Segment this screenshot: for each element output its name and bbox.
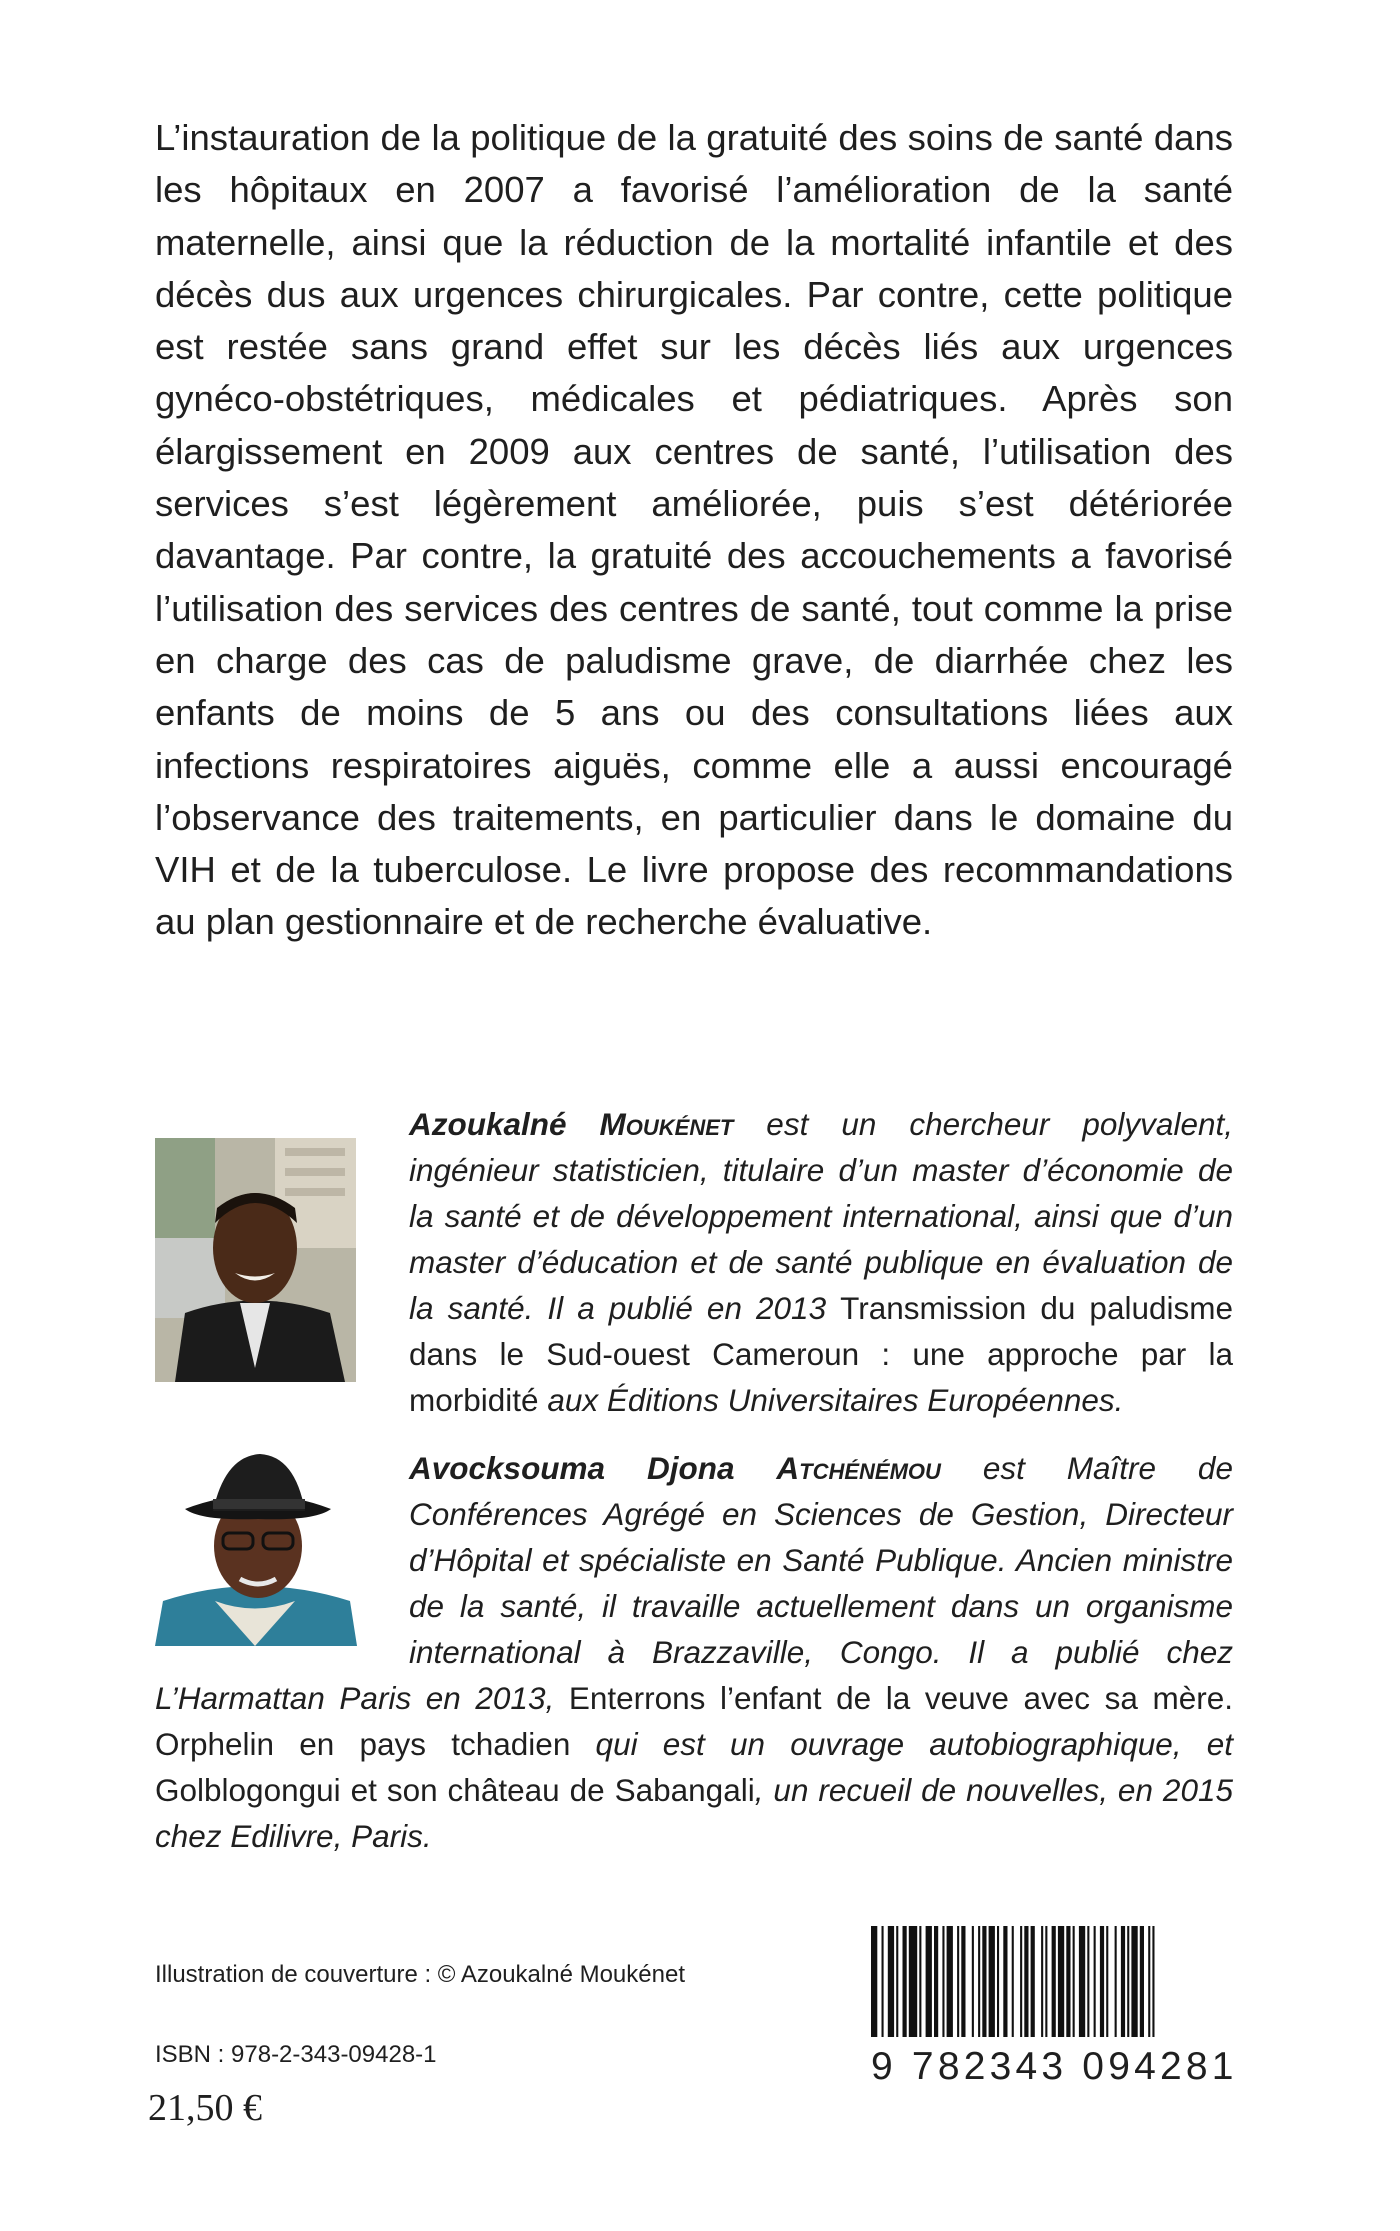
back-cover-summary: L’instauration de la politique de la gratuité des soins de santé dans les hôpitaux en 2007 a favorisé l’amélioration de la santé maternelle, ainsi que la réduction de la mortalité infantile et des décès dus aux urgences chirurgicales. Par contre, cette politique est restée sans grand effet sur les décès liés aux urgences gynéco-obstétriques, médicales et pédiatriques. Après son élargissement en 2009 aux centres de santé, l’utilisation des services s’est légèrement améliorée, puis s’est détériorée davantage. Par contre, la gratuité des accouchements a favorisé l’utilisation des services des centres de santé, tout comme la prise en charge des cas de paludisme grave, de diarrhée chez les enfants de moins de 5 ans ou des consultations liées aux infections respiratoires aiguës, comme elle a aussi encouragé l’observance des traitements, en particulier dans le domaine du VIH et de la tuberculose. Le livre propose des recommandations au plan gestionnaire et de recherche évaluative. (155, 117, 1233, 943)
author-bio-text: qui est un ouvrage autobiographique, et (570, 1726, 1233, 1762)
author-last-name: Moukénet (599, 1106, 734, 1142)
author-photo-moukenet (155, 1138, 356, 1382)
author-last-name: Atchénémou (776, 1450, 941, 1486)
cover-illustration-credit: Illustration de couverture : © Azoukalné Moukénet (155, 1961, 685, 1988)
author-bio-text: est Maître de Conférences Agrégé en Sciences de Gestion, Directeur d’Hôpital et spécialiste en Santé Publique. Ancien ministre de la santé, il travaille actuellement dans un organisme international à Brazzaville, Congo. Il a publié chez L’Harmattan Paris en 2013, (155, 1450, 1233, 1716)
author-bio-moukenet (409, 1101, 1233, 1423)
barcode-number: 9 782343 094281 (871, 2037, 1217, 2097)
author-bio-atchenemou (155, 1445, 1233, 1859)
book-title: Transmission du paludisme dans le Sud-ouest Cameroun : une approche par la morbidité (409, 1290, 1234, 1418)
author-first-name: Azoukalné (409, 1106, 567, 1142)
author-bio-text: est un chercheur polyvalent, ingénieur statisticien, titulaire d’un master d’économie de la santé et de développement international, ainsi que d’un master d’éducation et de santé publique en évaluation de la santé. Il a publié en 2013 (409, 1106, 1233, 1326)
author-photo-atchenemou (155, 1451, 357, 1646)
book-title: Golblogongui et son château de Sabangali (155, 1772, 755, 1808)
price: 21,50 € (148, 2087, 262, 2129)
author-bio-text: aux Éditions Universitaires Européennes. (538, 1382, 1124, 1418)
author-bio-text: , un recueil de nouvelles, en 2015 chez Edilivre, Paris. (155, 1772, 1233, 1854)
author-first-name: Avocksouma Djona (409, 1450, 735, 1486)
isbn: ISBN : 978-2-343-09428-1 (155, 2041, 437, 2068)
book-title: Enterrons l’enfant de la veuve avec sa mère. Orphelin en pays tchadien (155, 1680, 1233, 1762)
